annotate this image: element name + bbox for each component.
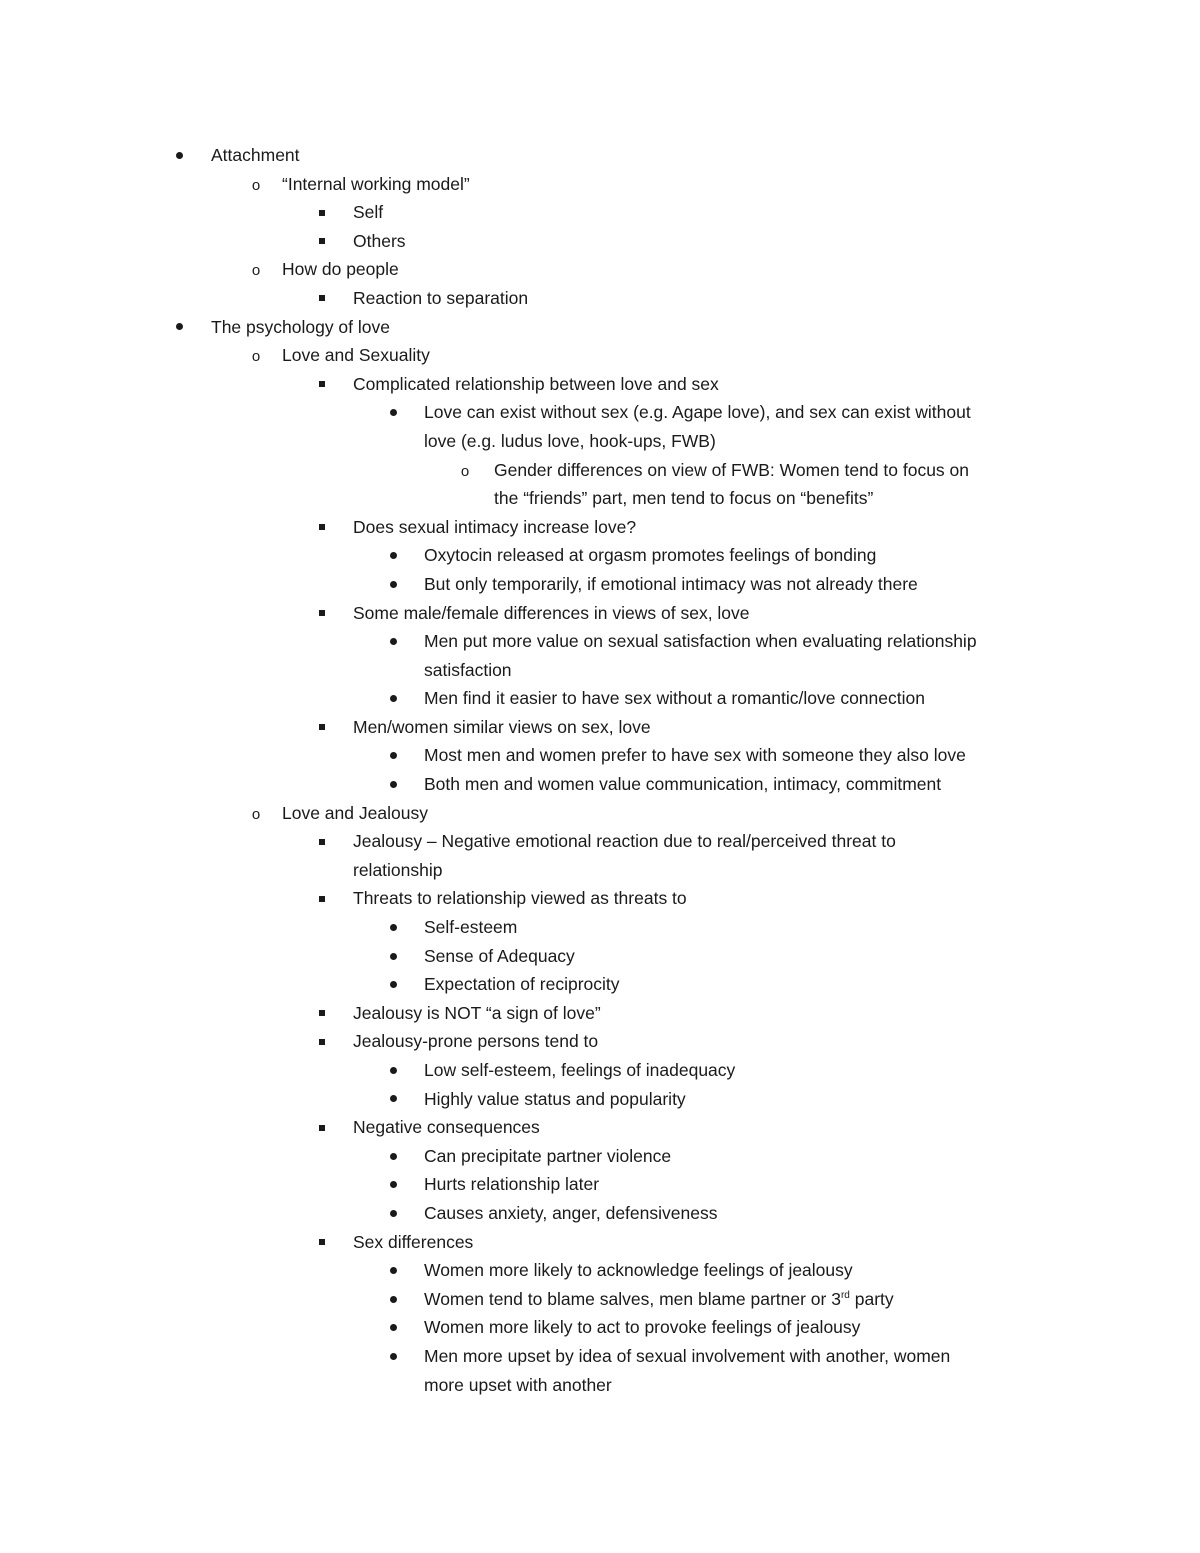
outline-line bbox=[0, 799, 1200, 828]
outline-text: Gender differences on view of FWB: Women tend to focus on bbox=[494, 459, 970, 480]
bullet-square-icon bbox=[312, 1113, 332, 1142]
outline-line bbox=[0, 398, 1200, 427]
outline-line bbox=[0, 541, 1200, 570]
outline-text: relationship bbox=[353, 859, 443, 880]
bullet-dot-icon bbox=[383, 1142, 403, 1171]
outline-text: Sex differences bbox=[353, 1231, 474, 1252]
outline-text: Love and Jealousy bbox=[282, 802, 428, 823]
bullet-square-icon bbox=[312, 1027, 332, 1056]
outline-text: Men put more value on sexual satisfaction when evaluating relationship bbox=[424, 631, 977, 652]
outline-text: Love can exist without sex (e.g. Agape love), and sex can exist without bbox=[424, 402, 971, 423]
bullet-circle-icon bbox=[246, 341, 266, 372]
bullet-dot-icon bbox=[383, 741, 403, 770]
outline-line bbox=[0, 741, 1200, 770]
outline-line bbox=[0, 656, 1200, 685]
outline-text: Jealousy-prone persons tend to bbox=[353, 1031, 599, 1052]
outline-line bbox=[0, 1085, 1200, 1114]
bullet-dot-icon bbox=[383, 541, 403, 570]
outline-text: The psychology of love bbox=[211, 316, 390, 337]
outline-line bbox=[0, 884, 1200, 913]
outline-text: Women more likely to act to provoke feelings of jealousy bbox=[424, 1317, 861, 1338]
outline-text: Women tend to blame salves, men blame partner or 3rd party bbox=[424, 1288, 894, 1309]
bullet-square-icon bbox=[312, 370, 332, 399]
outline-line bbox=[0, 370, 1200, 399]
bullet-dot-icon bbox=[383, 942, 403, 971]
outline-line bbox=[0, 942, 1200, 971]
bullet-square-icon bbox=[312, 599, 332, 628]
outline-text: Sense of Adequacy bbox=[424, 945, 575, 966]
outline-text: Self bbox=[353, 202, 384, 223]
outline-text: Jealousy is NOT “a sign of love” bbox=[353, 1002, 601, 1023]
outline-line bbox=[0, 1027, 1200, 1056]
bullet-square-icon bbox=[312, 713, 332, 742]
outline-text: Does sexual intimacy increase love? bbox=[353, 516, 637, 537]
bullet-circle-icon bbox=[246, 799, 266, 830]
outline-line bbox=[0, 227, 1200, 256]
outline-line bbox=[0, 970, 1200, 999]
outline-line bbox=[0, 1371, 1200, 1400]
outline-line bbox=[0, 1342, 1200, 1371]
outline-text: Self-esteem bbox=[424, 917, 518, 938]
bullet-dot-icon bbox=[383, 913, 403, 942]
outline-line bbox=[0, 427, 1200, 456]
outline-line bbox=[0, 484, 1200, 513]
outline-line bbox=[0, 1228, 1200, 1257]
outline-line bbox=[0, 141, 1200, 170]
outline-line bbox=[0, 1056, 1200, 1085]
outline-text: Others bbox=[353, 230, 406, 251]
outline-text: Expectation of reciprocity bbox=[424, 974, 620, 995]
bullet-square-icon bbox=[312, 1228, 332, 1257]
outline-line bbox=[0, 1170, 1200, 1199]
bullet-dot-icon bbox=[383, 1342, 403, 1371]
bullet-square-icon bbox=[312, 284, 332, 313]
outline-line bbox=[0, 627, 1200, 656]
bullet-circle-icon bbox=[455, 456, 475, 487]
outline-line bbox=[0, 913, 1200, 942]
outline-text: Jealousy – Negative emotional reaction due to real/perceived threat to bbox=[353, 831, 896, 852]
outline-line bbox=[0, 198, 1200, 227]
outline-line bbox=[0, 1285, 1200, 1314]
outline-line bbox=[0, 255, 1200, 284]
bullet-dot-icon bbox=[383, 684, 403, 713]
outline-line bbox=[0, 684, 1200, 713]
bullet-dot-icon bbox=[383, 770, 403, 799]
outline-text: Both men and women value communication, intimacy, commitment bbox=[424, 774, 942, 795]
outline-text: Causes anxiety, anger, defensiveness bbox=[424, 1202, 718, 1223]
outline-line bbox=[0, 313, 1200, 342]
bullet-square-icon bbox=[312, 999, 332, 1028]
outline-text: the “friends” part, men tend to focus on “benefits” bbox=[494, 488, 874, 509]
bullet-square-icon bbox=[312, 513, 332, 542]
outline-text: Attachment bbox=[211, 145, 300, 165]
bullet-circle-icon bbox=[246, 255, 266, 286]
bullet-dot-icon bbox=[169, 313, 189, 342]
outline-line bbox=[0, 999, 1200, 1028]
outline-text: Oxytocin released at orgasm promotes feelings of bonding bbox=[424, 545, 877, 566]
outline-line bbox=[0, 170, 1200, 199]
bullet-circle-icon bbox=[246, 170, 266, 201]
outline-text: satisfaction bbox=[424, 659, 512, 680]
outline-text: Men/women similar views on sex, love bbox=[353, 716, 651, 737]
outline-text: Threats to relationship viewed as threats to bbox=[353, 888, 687, 909]
document-outline bbox=[0, 141, 1200, 1399]
outline-text: Low self-esteem, feelings of inadequacy bbox=[424, 1060, 736, 1080]
bullet-dot-icon bbox=[383, 1285, 403, 1314]
outline-line bbox=[0, 1113, 1200, 1142]
outline-text: Men more upset by idea of sexual involvement with another, women bbox=[424, 1345, 951, 1366]
bullet-dot-icon bbox=[383, 627, 403, 656]
bullet-dot-icon bbox=[383, 1256, 403, 1285]
outline-line bbox=[0, 1199, 1200, 1228]
outline-line bbox=[0, 713, 1200, 742]
outline-line bbox=[0, 570, 1200, 599]
outline-line bbox=[0, 827, 1200, 856]
outline-text: Most men and women prefer to have sex with someone they also love bbox=[424, 745, 966, 766]
outline-text: But only temporarily, if emotional intimacy was not already there bbox=[424, 573, 918, 594]
bullet-dot-icon bbox=[383, 1170, 403, 1199]
bullet-dot-icon bbox=[169, 141, 189, 170]
bullet-square-icon bbox=[312, 884, 332, 913]
bullet-dot-icon bbox=[383, 1313, 403, 1342]
outline-line bbox=[0, 1142, 1200, 1171]
outline-line bbox=[0, 456, 1200, 485]
outline-line bbox=[0, 770, 1200, 799]
bullet-square-icon bbox=[312, 198, 332, 227]
outline-line bbox=[0, 284, 1200, 313]
bullet-dot-icon bbox=[383, 1199, 403, 1228]
outline-text: Women more likely to acknowledge feelings of jealousy bbox=[424, 1260, 853, 1281]
bullet-dot-icon bbox=[383, 1056, 403, 1085]
outline-line bbox=[0, 1313, 1200, 1342]
bullet-square-icon bbox=[312, 827, 332, 856]
bullet-dot-icon bbox=[383, 570, 403, 599]
bullet-square-icon bbox=[312, 227, 332, 256]
outline-text: Negative consequences bbox=[353, 1117, 540, 1138]
outline-text: Can precipitate partner violence bbox=[424, 1145, 672, 1166]
bullet-dot-icon bbox=[383, 1085, 403, 1114]
bullet-dot-icon bbox=[383, 398, 403, 427]
outline-line bbox=[0, 341, 1200, 370]
outline-text: Complicated relationship between love and sex bbox=[353, 373, 719, 394]
outline-text: love (e.g. ludus love, hook-ups, FWB) bbox=[424, 430, 716, 451]
superscript: rd bbox=[840, 1289, 850, 1301]
outline-line bbox=[0, 513, 1200, 542]
outline-line bbox=[0, 1256, 1200, 1285]
outline-line bbox=[0, 856, 1200, 885]
outline-text: Highly value status and popularity bbox=[424, 1088, 686, 1109]
outline-text: more upset with another bbox=[424, 1374, 612, 1395]
outline-text: “Internal working model” bbox=[282, 173, 470, 194]
outline-text: How do people bbox=[282, 259, 399, 280]
outline-text: Men find it easier to have sex without a romantic/love connection bbox=[424, 688, 925, 709]
outline-text: Reaction to separation bbox=[353, 287, 529, 308]
bullet-dot-icon bbox=[383, 970, 403, 999]
outline-text: Some male/female differences in views of sex, love bbox=[353, 602, 750, 623]
outline-text: Love and Sexuality bbox=[282, 345, 430, 366]
outline-text: Hurts relationship later bbox=[424, 1174, 600, 1195]
outline-line bbox=[0, 599, 1200, 628]
